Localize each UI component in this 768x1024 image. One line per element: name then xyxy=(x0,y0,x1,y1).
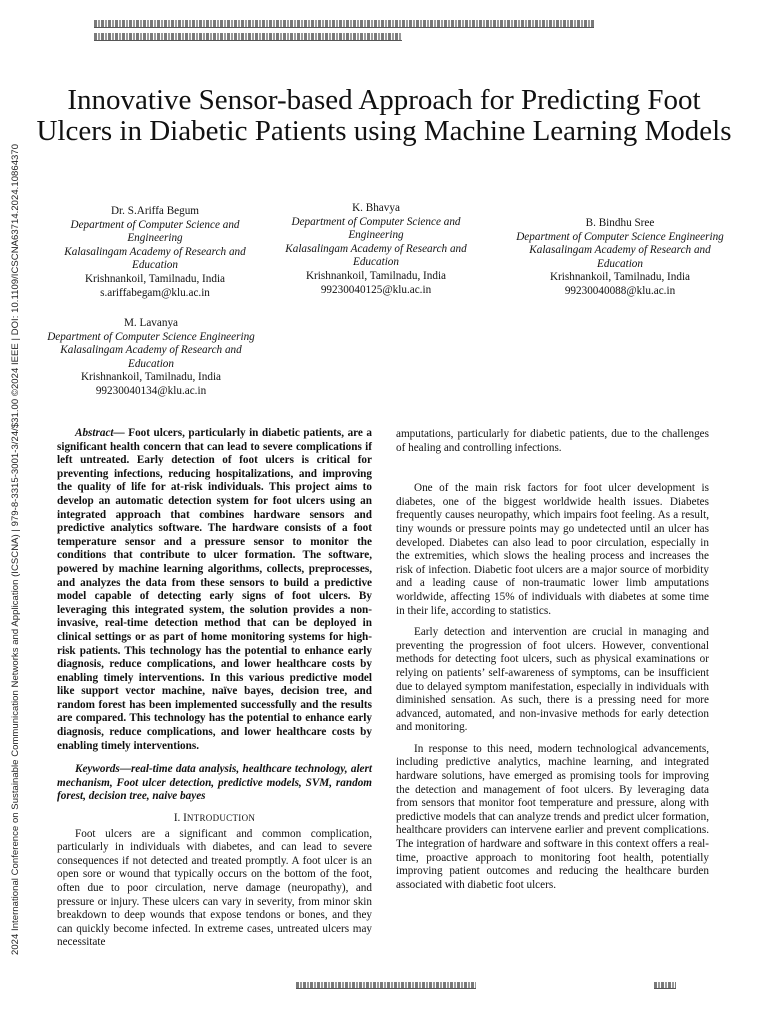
paragraph: Early detection and intervention are crucial in managing and preventing the progression of foot ulcers. However, conventional methods for detecting foot ulcers, such as physical examinations or relying on patients’ self-awareness of symptoms, can be insufficient due to delayed symptom manifestation, especially in individuals with diminished sensation. As such, there is a pressing need for more advanced, automated, and non-invasive methods for early detection and monitoring. xyxy=(396,626,709,734)
paragraph: Foot ulcers are a significant and common complication, particularly in individuals with diabetes, and can lead to severe consequences if not detected and treated promptly. A foot ulcer is an open sore or wound that typically occurs on the bottom of the foot, often due to poor circulation, nerve damage (neuropathy), and pressure or injury. These ulcers can vary in severity, from minor skin breakdown to deep wounds that expose tendons or bones, and they can quickly become infected. In extreme cases, untreated ulcers may necessitate xyxy=(57,827,372,949)
section-title-initial: I xyxy=(183,812,187,825)
author-name: K. Bhavya xyxy=(352,202,400,214)
right-column xyxy=(396,428,709,900)
author-name: Dr. S.Ariffa Begum xyxy=(110,205,200,217)
author-location: Krishnankoil, Tamilnadu, India xyxy=(84,272,226,285)
side-copyright-note: 2024 International Conference on Sustainable Communication Networks and Application (ICSCNA) | 979-8-3315-3001-3/24/$31.00 ©2024 IEEE | DOI: 10.1109/ICSCNA63714.2024.10864370 xyxy=(10,143,21,955)
author-name: B. Bindhu Sree xyxy=(585,217,655,229)
abstract-label: Abstract— xyxy=(75,427,125,439)
footer-text xyxy=(296,982,476,989)
paragraph: amputations, particularly for diabetic patients, due to the challenges of healing and controlling infections. xyxy=(396,428,709,454)
author-email[interactable]: 99230040134@klu.ac.in xyxy=(95,384,207,397)
author-department: Department of Computer Science Engineering xyxy=(47,330,255,343)
abstract-text: Foot ulcers, particularly in diabetic patients, are a significant health concern that can lead to severe complications if left untreated. Early detection of foot ulcers is critical for preventing infections, reducing hospitalizations, and improving the quality of life for at-risk individuals. This project aims to develop an automatic detection system for foot ulcers using an integrated approach that combines hardware sensors and predictive analytics software. The hardware consists of a foot temperature sensor and a pressure sensor to monitor the conditions that contribute to ulcer formation. The software, powered by machine learning algorithms, collects, preprocesses, and analyzes the data from these sensors to build a predictive model capable of detecting early signs of foot ulcers. By leveraging this integrated system, the solution provides a non-invasive, real-time detection method that can be deployed in clinical settings or as part of home monitoring systems for high-risk patients. This technology has the potential to enhance early diagnosis, reduce complications, and lower healthcare costs by enabling timely interventions. In this various predictive model like support vector machine, naïve bayes, decision tree, and random forest has been implemented successfully and the results are compared. This technology has the potential to enhance early diagnosis, reduce complications, and lower healthcare costs by enabling timely interventions. xyxy=(57,427,372,752)
footer-page-number xyxy=(654,982,676,989)
author-department: Department of Computer Science and Engineering xyxy=(291,215,461,242)
abstract xyxy=(57,427,372,753)
author-block xyxy=(506,217,734,299)
header-line xyxy=(94,33,402,41)
paragraph: One of the main risk factors for foot ulcer development is diabetes, one of the biggest worldwide health issues. Diabetes frequently causes neuropathy, which impairs foot feeling. As a result, tiny wounds or pressure points may go undetected until an ulcer has developed. Diabetes can also lead to poor circulation, especially in the extremities, which slows the healing process and increases the risk of infection. Diabetic foot ulcers are a major source of morbidity and a leading cause of non-traumatic lower limb amputations worldwide, affecting 15% of individuals with diabetes at some time in their life, according to statistics. xyxy=(396,482,709,617)
author-block xyxy=(40,317,262,399)
author-email[interactable]: 99230040088@klu.ac.in xyxy=(564,284,676,297)
section-number: I. xyxy=(173,812,181,825)
author-institution: Kalasalingam Academy of Research and Education xyxy=(60,344,242,370)
author-institution: Kalasalingam Academy of Research and Education xyxy=(64,245,246,272)
author-institution: Kalasalingam Academy of Research and Education xyxy=(285,242,467,269)
left-column xyxy=(57,427,372,958)
author-email[interactable]: 99230040125@klu.ac.in xyxy=(320,283,432,296)
header-conference-text xyxy=(94,20,594,46)
author-name: M. Lavanya xyxy=(123,317,179,329)
author-block xyxy=(280,202,472,297)
author-location: Krishnankoil, Tamilnadu, India xyxy=(549,271,691,284)
paragraph: In response to this need, modern technological advancements, including predictive analytics, machine learning, and integrated hardware solutions, have emerged as promising tools for improving the detection and management of foot ulcers. By leveraging data from sensors that monitor foot temperature and pressure, along with predictive models that can analyze trends and predict ulcer formation, healthcare providers can intervene earlier and prevent complications. The integration of hardware and software in this context offers a real-time, proactive approach to monitoring foot health, potentially improving patient outcomes and reducing the healthcare burden associated with diabetic foot ulcers. xyxy=(396,742,709,891)
section-title-rest: NTRODUCTION xyxy=(186,813,256,824)
author-department: Department of Computer Science Engineering xyxy=(516,230,724,243)
author-location: Krishnankoil, Tamilnadu, India xyxy=(305,269,447,282)
paper-title: Innovative Sensor-based Approach for Predicting Foot Ulcers in Diabetic Patients using Machine Learning Models xyxy=(36,84,732,147)
author-institution: Kalasalingam Academy of Research and Education xyxy=(529,244,711,270)
author-location: Krishnankoil, Tamilnadu, India xyxy=(80,371,222,384)
section-heading-introduction xyxy=(57,812,372,826)
author-email[interactable]: s.ariffabegam@klu.ac.in xyxy=(100,286,210,299)
author-department: Department of Computer Science and Engineering xyxy=(70,218,240,245)
keywords: Keywords—real-time data analysis, healthcare technology, alert mechanism, Foot ulcer detection, predictive models, SVM, random forest, decision tree, naive bayes xyxy=(57,763,372,803)
header-line xyxy=(94,20,594,28)
author-block xyxy=(44,205,266,300)
